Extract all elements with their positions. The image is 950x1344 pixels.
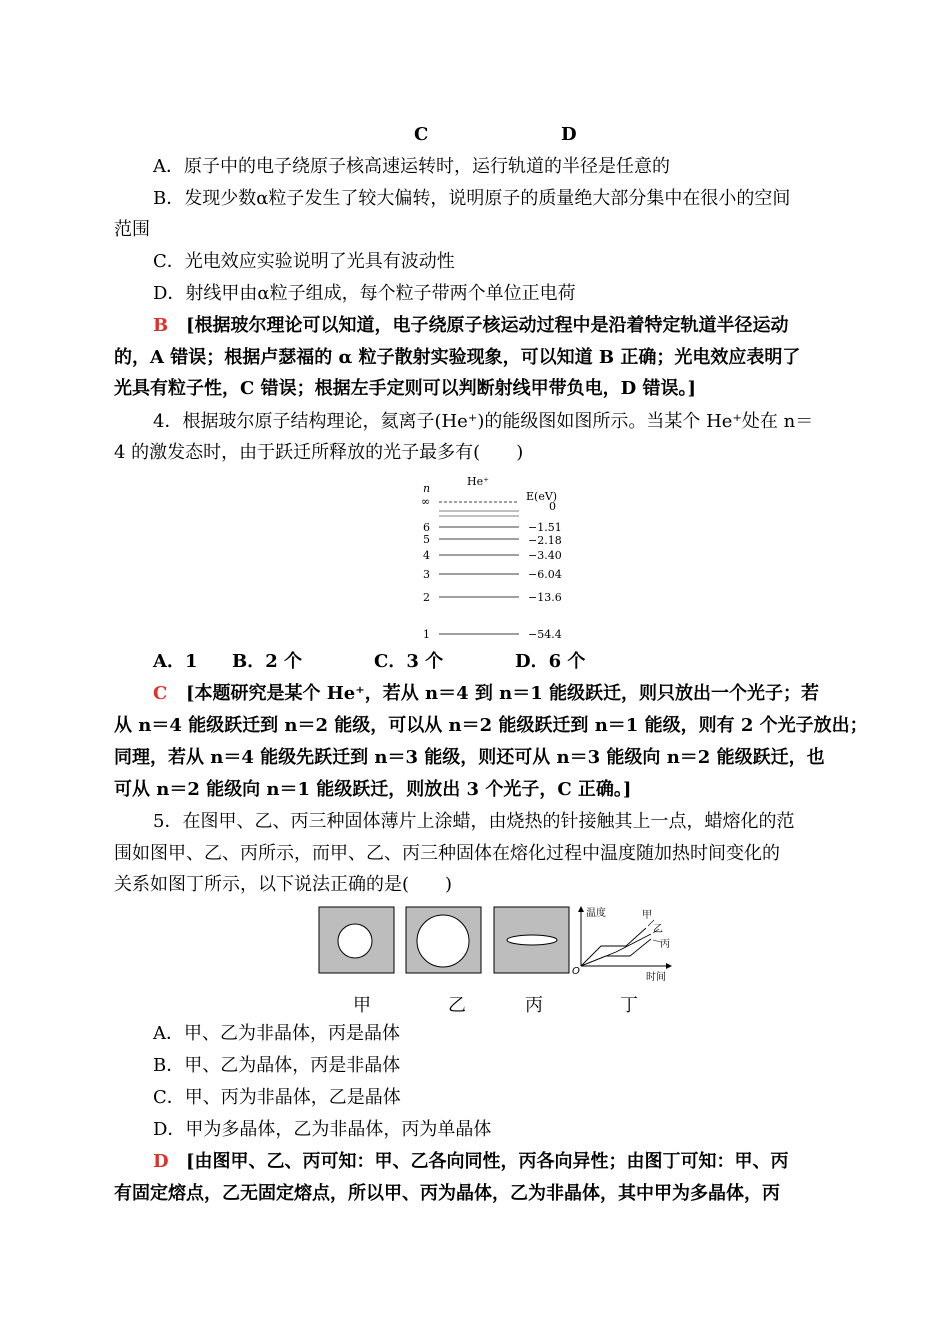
- level-n-2: 2: [423, 591, 430, 604]
- graph-curve-bing: 丙: [660, 939, 670, 950]
- q3-explain-1: [根据玻尔理论可以知道，电子绕原子核运动过程中是沿着特定轨道半径运动: [186, 315, 789, 336]
- caption-yi: 乙: [448, 995, 466, 1016]
- level-e-6: −1.51: [528, 521, 562, 534]
- plate-yi-circle: [417, 915, 469, 967]
- temperature-time-graph: [572, 906, 672, 983]
- q4-explain-2: 从 n＝4 能级跃迁到 n＝2 能级，可以从 n＝2 能级跃迁到 n＝1 能级，则有 2 个光子放出；: [114, 715, 868, 736]
- q4-explain-4: 可从 n＝2 能级向 n＝1 能级跃迁，则放出 3 个光子，C 正确。]: [114, 779, 632, 800]
- q5-option-c: C．甲、丙为非晶体，乙是晶体: [153, 1087, 401, 1108]
- diagram-title: He⁺: [467, 475, 489, 488]
- q5-explain-1: [由图甲、乙、丙可知：甲、乙各向同性，丙各向异性；由图丁可知：甲、丙: [186, 1151, 789, 1172]
- level-n-5: 5: [423, 533, 430, 546]
- q4-option-a: A．1: [153, 651, 198, 672]
- plate-jia-circle: [338, 924, 372, 958]
- graph-x-arrow: [666, 963, 672, 969]
- caption-ding: 丁: [620, 995, 638, 1016]
- q4-option-b: B．2 个: [232, 651, 303, 672]
- graph-ylabel: 温度: [586, 908, 606, 919]
- figure-label-c: C: [414, 124, 429, 145]
- q5-explain-2: 有固定熔点，乙无固定熔点，所以甲、丙为晶体，乙为非晶体，其中甲为多晶体，丙: [114, 1183, 780, 1204]
- q4-answer: C: [153, 683, 168, 704]
- q3-option-b: B．发现少数α粒子发生了较大偏转，说明原子的质量绝大部分集中在很小的空间: [153, 188, 791, 209]
- q5-stem-3: 关系如图丁所示，以下说法正确的是( ): [114, 874, 453, 895]
- q5-option-b: B．甲、乙为晶体，丙是非晶体: [153, 1055, 401, 1076]
- level-n-inf: ∞: [421, 495, 431, 508]
- energy-level-diagram: [415, 472, 575, 644]
- q4-explain-3: 同理，若从 n＝4 能级先跃迁到 n＝3 能级，则还可从 n＝3 能级向 n＝2 能级跃迁，也: [114, 747, 825, 768]
- level-e-2: −13.6: [528, 591, 562, 604]
- curve-jia: [581, 928, 646, 966]
- level-n-4: 4: [423, 549, 430, 562]
- q5-stem-2: 围如图甲、乙、丙所示，而甲、乙、丙三种固体在熔化过程中温度随加热时间变化的: [114, 843, 780, 864]
- q4-stem-1: 4．根据玻尔原子结构理论，氦离子(He⁺)的能级图如图所示。当某个 He⁺处在 n＝: [153, 411, 814, 432]
- q3-option-c: C．光电效应实验说明了光具有波动性: [153, 251, 455, 272]
- q3-option-a: A．原子中的电子绕原子核高速运转时，运行轨道的半径是任意的: [153, 156, 670, 177]
- graph-y-arrow: [578, 906, 584, 912]
- figure-label-d: D: [561, 124, 577, 145]
- graph-curve-jia: 甲: [642, 910, 652, 921]
- level-n-1: 1: [423, 628, 430, 641]
- level-n-6: 6: [423, 521, 430, 534]
- q4-option-c: C．3 个: [374, 651, 444, 672]
- plate-bing-ellipse: [507, 935, 557, 945]
- level-e-5: −2.18: [528, 534, 562, 547]
- q3-explain-2: 的，A 错误；根据卢瑟福的 α 粒子散射实验现象，可以知道 B 正确；光电效应表明了: [114, 347, 801, 368]
- curve-yi: [581, 934, 651, 966]
- q5-option-d: D．甲为多晶体，乙为非晶体，丙为单晶体: [153, 1119, 492, 1140]
- level-n-3: 3: [423, 568, 430, 581]
- caption-jia: 甲: [353, 995, 371, 1016]
- level-e-4: −3.40: [528, 549, 562, 562]
- q4-stem-2: 4 的激发态时，由于跃迁所释放的光子最多有( ): [114, 442, 524, 463]
- diagram-n-label: n: [423, 482, 431, 495]
- level-e-3: −6.04: [528, 568, 562, 581]
- q5-option-a: A．甲、乙为非晶体，丙是晶体: [153, 1023, 400, 1044]
- level-e-inf: 0: [549, 500, 556, 513]
- caption-bing: 丙: [525, 995, 543, 1016]
- q3-option-b-cont: 范围: [114, 219, 150, 240]
- q5-answer: D: [153, 1151, 169, 1172]
- q3-answer: B: [153, 315, 169, 336]
- q3-explain-3: 光具有粒子性，C 错误；根据左手定则可以判断射线甲带负电，D 错误。]: [114, 378, 696, 399]
- level-e-1: −54.4: [528, 628, 562, 641]
- wax-melting-figure: [316, 904, 676, 984]
- q5-stem-1: 5．在图甲、乙、丙三种固体薄片上涂蜡，由烧热的针接触其上一点，蜡熔化的范: [153, 811, 795, 832]
- graph-xlabel: 时间: [646, 972, 666, 983]
- q3-option-d: D．射线甲由α粒子组成，每个粒子带两个单位正电荷: [153, 283, 576, 304]
- diagram-e-label: E(eV): [526, 490, 558, 503]
- q4-option-d: D．6 个: [515, 651, 586, 672]
- q4-explain-1: [本题研究是某个 He⁺，若从 n＝4 到 n＝1 能级跃迁，则只放出一个光子；若: [186, 683, 820, 704]
- graph-curve-yi: 乙: [653, 924, 663, 935]
- graph-origin: O: [572, 966, 580, 977]
